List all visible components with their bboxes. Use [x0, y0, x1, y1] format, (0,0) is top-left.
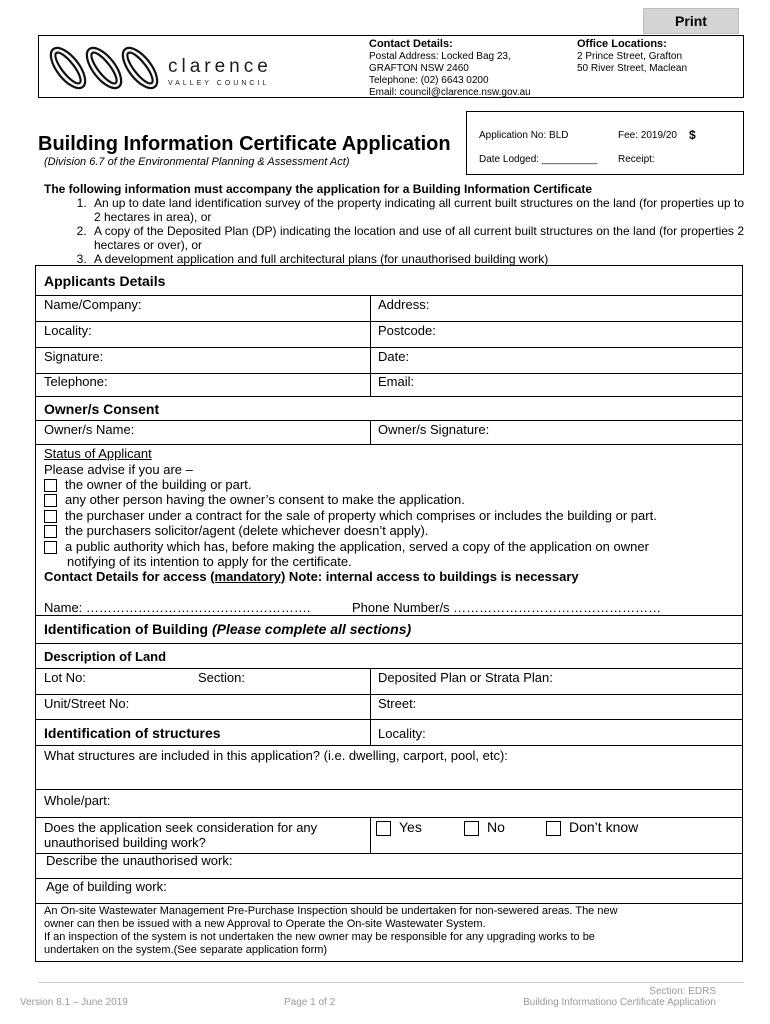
requirements-heading: The following information must accompany the application for a Building Information Certificate — [44, 182, 593, 196]
whole-part-field[interactable]: Whole/part: — [44, 793, 111, 808]
structures-included-field[interactable]: What structures are included in this application? (i.e. dwelling, carport, pool, etc): — [44, 748, 508, 763]
unauthorised-question — [44, 820, 317, 850]
deposited-plan-field[interactable]: Deposited Plan or Strata Plan: — [378, 670, 553, 685]
page-title: Building Information Certificate Application — [38, 133, 451, 155]
owner-name-field[interactable]: Owner/s Name: — [44, 422, 135, 437]
checkbox[interactable] — [464, 821, 479, 836]
lot-no-field[interactable]: Lot No: — [44, 670, 86, 685]
requirement-item: 1. An up to date land identification survey of the property indicating all current built structures on the land (for properties up to 2 hectares in area), or — [90, 196, 744, 224]
status-option-owner[interactable] — [44, 477, 251, 492]
street-field[interactable]: Street: — [378, 696, 417, 711]
identification-title: Identification of Building — [44, 621, 212, 637]
office-line: 2 Prince Street, Grafton — [577, 51, 683, 62]
contact-details — [369, 38, 531, 99]
print-button[interactable]: Print — [643, 8, 739, 34]
identification-heading — [44, 621, 411, 637]
unit-street-no-field[interactable]: Unit/Street No: — [44, 696, 130, 711]
unauthorised-no-option[interactable] — [464, 819, 505, 836]
unauthorised-yes-option[interactable] — [376, 819, 422, 836]
status-heading: Status of Applicant — [44, 446, 152, 461]
wastewater-note — [44, 905, 618, 957]
footer-page-number: Page 1 of 2 — [284, 997, 336, 1008]
postcode-field[interactable]: Postcode: — [378, 323, 436, 338]
email-field[interactable]: Email: — [378, 374, 415, 389]
office-locations — [577, 38, 687, 75]
fee-symbol: $ — [689, 128, 696, 142]
unauthorised-question-line: Does the application seek consideration for any — [44, 820, 318, 835]
option-label: the owner of the building or part. — [65, 477, 252, 492]
applicants-heading: Applicants Details — [44, 273, 166, 289]
status-option-consent[interactable] — [44, 492, 465, 507]
authority-continuation: notifying of its intention to apply for the certificate. — [67, 554, 352, 569]
unauthorised-dont-know-option[interactable] — [546, 819, 638, 836]
no-label: No — [487, 819, 505, 835]
footer-section: Section: EDRS — [649, 986, 716, 997]
office-line: 50 River Street, Maclean — [577, 63, 688, 74]
page-subtitle: (Division 6.7 of the Environmental Planning & Assessment Act) — [44, 156, 350, 168]
application-no-label: Application No: BLD — [479, 130, 569, 141]
footer-document-name: Building Informationo Certificate Application — [523, 997, 716, 1008]
wastewater-line: If an inspection of the system is not undertaken the new owner may be responsible for any upgrading works to be — [44, 931, 595, 943]
unauthorised-question-line: unauthorised building work? — [44, 835, 206, 850]
identification-note: (Please complete all sections) — [211, 621, 412, 637]
contact-line: GRAFTON NSW 2460 — [369, 63, 469, 74]
date-lodged-label: Date Lodged: __________ — [479, 154, 598, 165]
owner-signature-field[interactable]: Owner/s Signature: — [378, 422, 490, 437]
section-field[interactable]: Section: — [198, 670, 245, 685]
structures-heading: Identification of structures — [44, 725, 221, 741]
access-name-field[interactable]: Name: ……………………………………………. — [44, 600, 311, 615]
office-title: Office Locations: — [577, 38, 667, 50]
yes-label: Yes — [399, 819, 422, 835]
age-building-work-field[interactable]: Age of building work: — [46, 879, 167, 894]
structures-locality-field[interactable]: Locality: — [378, 726, 426, 741]
contact-line: Telephone: (02) 6643 0200 — [369, 75, 489, 86]
access-phone-field[interactable]: Phone Number/s ………………………………………… — [352, 600, 662, 615]
access-mandatory: (mandatory) — [210, 569, 286, 584]
option-label: the purchasers solicitor/agent (delete whichever doesn’t apply). — [65, 523, 429, 538]
status-advise: Please advise if you are – — [44, 462, 193, 477]
office-use-box — [466, 111, 744, 175]
signature-field[interactable]: Signature: — [44, 349, 104, 364]
name-company-field[interactable]: Name/Company: — [44, 297, 142, 312]
checkbox[interactable] — [44, 541, 57, 554]
wastewater-line: An On-site Wastewater Management Pre-Purchase Inspection should be undertaken for non-sewered areas. The new — [44, 905, 618, 917]
checkbox[interactable] — [44, 479, 57, 492]
owner-consent-heading: Owner/s Consent — [44, 401, 160, 417]
date-field[interactable]: Date: — [378, 349, 410, 364]
requirements-intro — [44, 182, 744, 266]
checkbox[interactable] — [44, 525, 57, 538]
option-label: any other person having the owner’s consent to make the application. — [65, 492, 465, 507]
footer-version: Version 8.1 – June 2019 — [20, 997, 128, 1008]
checkbox[interactable] — [376, 821, 391, 836]
contact-title: Contact Details: — [369, 38, 453, 50]
address-field[interactable]: Address: — [378, 297, 430, 312]
wastewater-line: owner can then be issued with a new Approval to Operate the On-site Wastewater System. — [44, 918, 486, 930]
clarence-logo-icon — [44, 42, 166, 94]
requirement-item: 2. A copy of the Deposited Plan (DP) indicating the location and use of all current built structures on the land (for properties 2 hectares or over), or — [90, 224, 744, 252]
status-option-authority[interactable] — [44, 539, 649, 554]
checkbox[interactable] — [546, 821, 561, 836]
option-label: a public authority which has, before making the application, served a copy of the application on owner — [65, 539, 649, 554]
telephone-field[interactable]: Telephone: — [44, 374, 108, 389]
access-prefix: Contact Details for access — [44, 569, 211, 584]
locality-field[interactable]: Locality: — [44, 323, 92, 338]
describe-unauthorised-field[interactable]: Describe the unauthorised work: — [46, 853, 233, 868]
application-form — [35, 265, 743, 962]
land-description-heading: Description of Land — [44, 649, 167, 664]
access-note — [44, 569, 579, 584]
requirement-item: 3. A development application and full architectural plans (for unauthorised building work) — [90, 252, 744, 266]
wastewater-line: undertaken on the system.(See separate application form) — [44, 944, 328, 956]
option-label: the purchaser under a contract for the sale of property which comprises or includes the building or part. — [65, 508, 657, 523]
dont-know-label: Don’t know — [569, 819, 639, 835]
access-suffix: Note: internal access to buildings is necessary — [285, 569, 579, 584]
checkbox[interactable] — [44, 494, 57, 507]
logo-subtitle: VALLEY COUNCIL — [168, 80, 270, 87]
status-option-purchaser[interactable] — [44, 508, 657, 523]
checkbox[interactable] — [44, 510, 57, 523]
receipt-label: Receipt: — [618, 154, 655, 165]
footer-divider — [38, 982, 744, 983]
fee-label: Fee: 2019/20 — [618, 130, 677, 141]
contact-line: Postal Address: Locked Bag 23, — [369, 51, 511, 62]
contact-line: Email: council@clarence.nsw.gov.au — [369, 87, 531, 98]
logo-name: clarence — [168, 56, 272, 77]
status-option-solicitor[interactable] — [44, 523, 428, 538]
